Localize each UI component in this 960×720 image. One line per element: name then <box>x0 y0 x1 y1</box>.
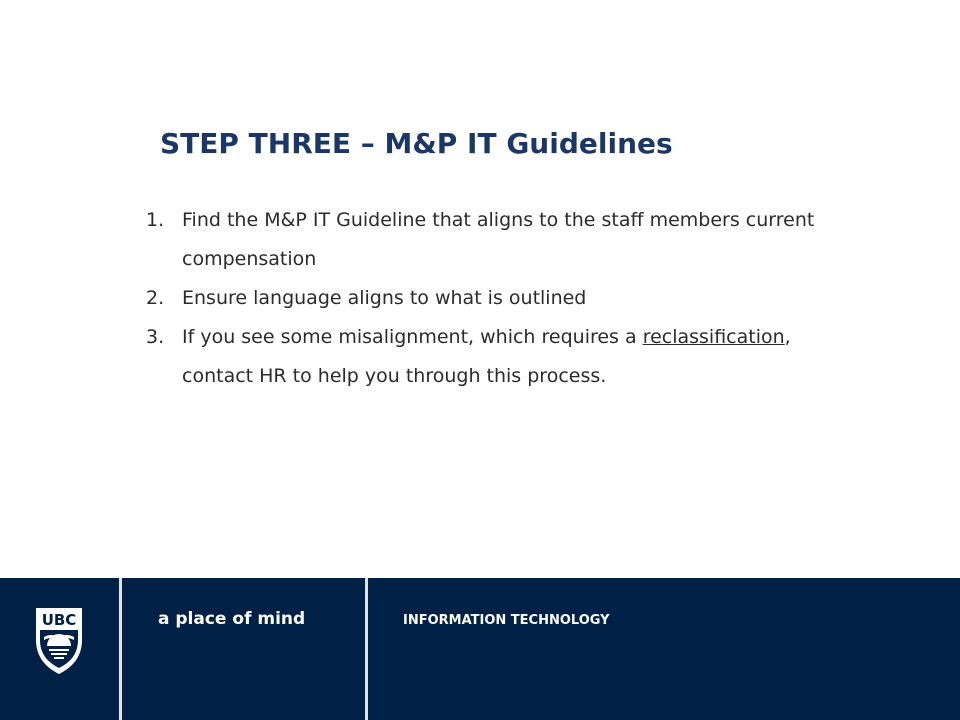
tagline: a place of mind <box>158 609 306 629</box>
department-name: INFORMATION TECHNOLOGY <box>403 613 610 628</box>
step-text-after: , contact HR to help you through this process. <box>182 326 791 387</box>
step-text: Ensure language aligns to what is outlined <box>182 287 587 309</box>
step-number: 3. <box>146 326 165 348</box>
ubc-logo <box>33 606 85 676</box>
step-item-3 <box>146 318 846 396</box>
step-number: 1. <box>146 209 165 231</box>
footer-bar <box>0 578 960 720</box>
footer-divider <box>365 578 368 720</box>
logo-wordmark: UBC <box>41 611 77 629</box>
step-text-before: If you see some misalignment, which requires a <box>182 326 643 348</box>
reclassification-link[interactable]: reclassification <box>642 326 785 348</box>
step-item-1 <box>146 201 846 279</box>
step-text: Find the M&P IT Guideline that aligns to the staff members current compensation <box>182 209 815 270</box>
step-item-2 <box>146 279 846 318</box>
footer-divider <box>119 578 122 720</box>
step-list <box>146 201 846 396</box>
step-number: 2. <box>146 287 165 309</box>
slide-title: STEP THREE – M&P IT Guidelines <box>160 127 673 160</box>
